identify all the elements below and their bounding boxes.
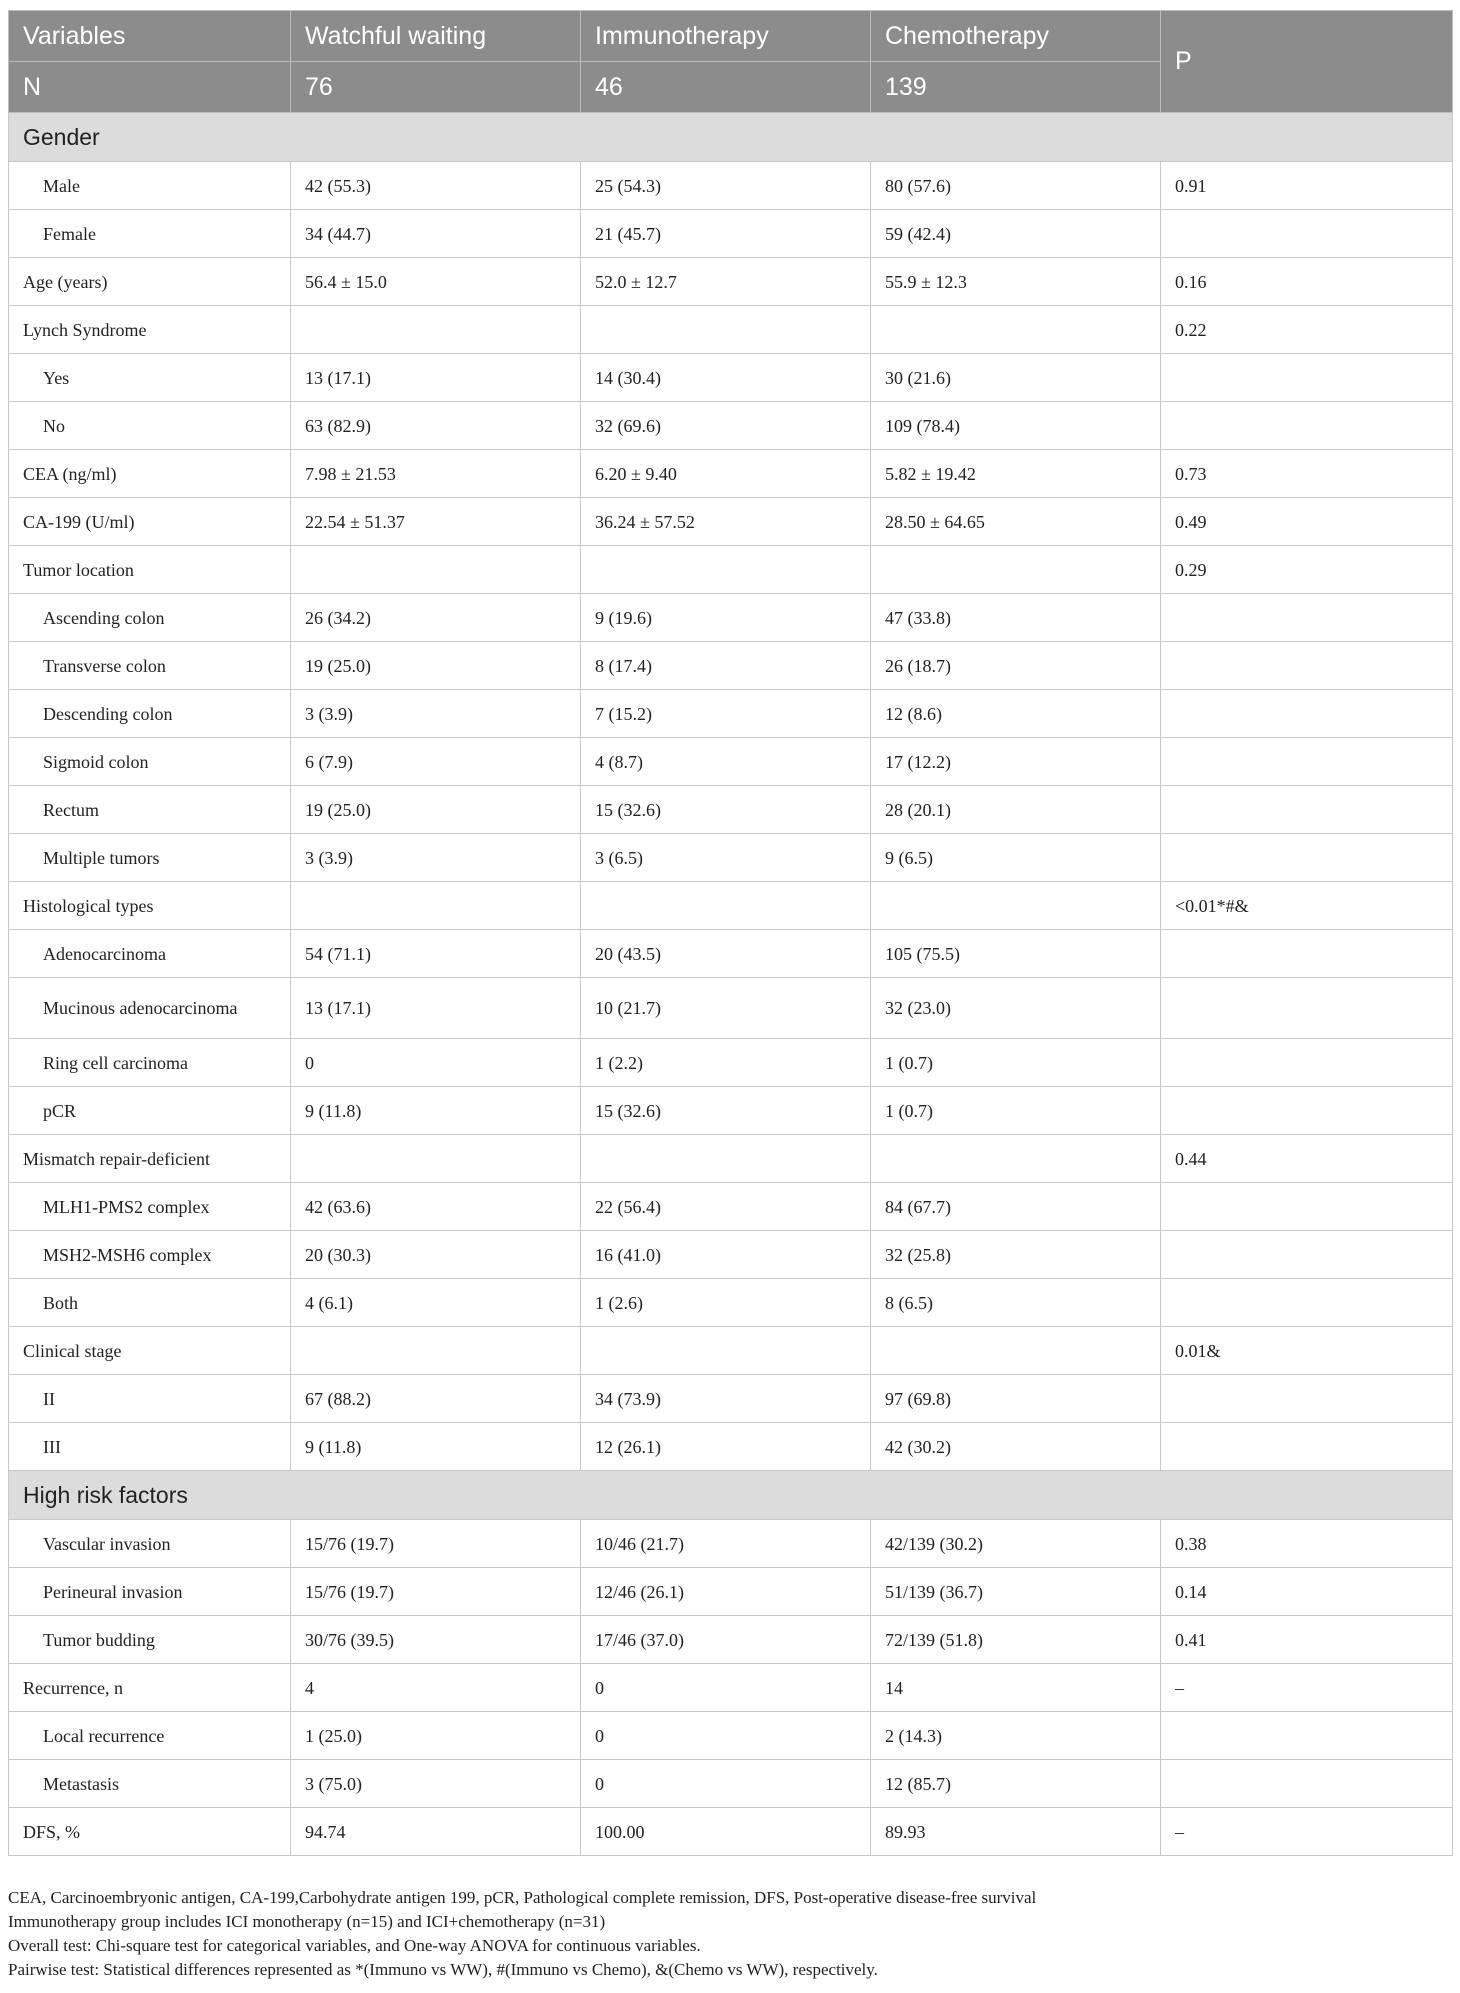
row-label: Descending colon xyxy=(9,690,291,738)
cell-watchful-waiting: 56.4 ± 15.0 xyxy=(291,258,581,306)
row-label: III xyxy=(9,1423,291,1471)
table-body xyxy=(9,113,1453,1856)
cell-p-value xyxy=(1161,1183,1453,1231)
cell-chemotherapy xyxy=(871,1135,1161,1183)
row-label: Tumor location xyxy=(9,546,291,594)
cell-immunotherapy: 8 (17.4) xyxy=(581,642,871,690)
section-label: Gender xyxy=(9,113,1453,162)
cell-immunotherapy: 14 (30.4) xyxy=(581,354,871,402)
cell-chemotherapy: 5.82 ± 19.42 xyxy=(871,450,1161,498)
table-row xyxy=(9,1568,1453,1616)
table-row xyxy=(9,546,1453,594)
table-row xyxy=(9,1760,1453,1808)
cell-p-value: 0.22 xyxy=(1161,306,1453,354)
row-label: Clinical stage xyxy=(9,1327,291,1375)
cell-p-value: 0.16 xyxy=(1161,258,1453,306)
row-label: Ascending colon xyxy=(9,594,291,642)
cell-watchful-waiting: 13 (17.1) xyxy=(291,978,581,1039)
cell-immunotherapy: 22 (56.4) xyxy=(581,1183,871,1231)
cell-immunotherapy xyxy=(581,546,871,594)
table-row xyxy=(9,1039,1453,1087)
cell-immunotherapy xyxy=(581,882,871,930)
row-label: pCR xyxy=(9,1087,291,1135)
cell-p-value: <0.01*#& xyxy=(1161,882,1453,930)
cell-watchful-waiting: 4 (6.1) xyxy=(291,1279,581,1327)
table-footnotes xyxy=(8,1886,1452,1982)
cell-p-value xyxy=(1161,930,1453,978)
cell-chemotherapy: 97 (69.8) xyxy=(871,1375,1161,1423)
footnote-line: Overall test: Chi-square test for categorical variables, and One-way ANOVA for continuous variables. xyxy=(8,1936,701,1955)
baseline-table-container xyxy=(8,10,1452,1856)
cell-chemotherapy: 1 (0.7) xyxy=(871,1039,1161,1087)
row-label: Mucinous adenocarcinoma xyxy=(9,978,291,1039)
cell-p-value xyxy=(1161,978,1453,1039)
cell-p-value xyxy=(1161,642,1453,690)
table-row xyxy=(9,786,1453,834)
row-label: MSH2-MSH6 complex xyxy=(9,1231,291,1279)
cell-p-value: – xyxy=(1161,1664,1453,1712)
cell-watchful-waiting: 3 (3.9) xyxy=(291,690,581,738)
row-label: Adenocarcinoma xyxy=(9,930,291,978)
cell-watchful-waiting: 20 (30.3) xyxy=(291,1231,581,1279)
cell-watchful-waiting: 34 (44.7) xyxy=(291,210,581,258)
cell-immunotherapy: 34 (73.9) xyxy=(581,1375,871,1423)
cell-watchful-waiting: 63 (82.9) xyxy=(291,402,581,450)
cell-immunotherapy: 0 xyxy=(581,1760,871,1808)
table-row xyxy=(9,642,1453,690)
row-label: CA-199 (U/ml) xyxy=(9,498,291,546)
cell-watchful-waiting: 15/76 (19.7) xyxy=(291,1520,581,1568)
cell-immunotherapy: 36.24 ± 57.52 xyxy=(581,498,871,546)
cell-p-value xyxy=(1161,210,1453,258)
cell-immunotherapy: 4 (8.7) xyxy=(581,738,871,786)
cell-watchful-waiting: 0 xyxy=(291,1039,581,1087)
table-row xyxy=(9,210,1453,258)
cell-chemotherapy: 42 (30.2) xyxy=(871,1423,1161,1471)
cell-immunotherapy: 21 (45.7) xyxy=(581,210,871,258)
cell-chemotherapy: 14 xyxy=(871,1664,1161,1712)
row-label: Vascular invasion xyxy=(9,1520,291,1568)
cell-chemotherapy: 42/139 (30.2) xyxy=(871,1520,1161,1568)
cell-chemotherapy: 2 (14.3) xyxy=(871,1712,1161,1760)
cell-watchful-waiting: 15/76 (19.7) xyxy=(291,1568,581,1616)
cell-p-value xyxy=(1161,594,1453,642)
cell-chemotherapy: 55.9 ± 12.3 xyxy=(871,258,1161,306)
cell-chemotherapy: 59 (42.4) xyxy=(871,210,1161,258)
cell-watchful-waiting: 9 (11.8) xyxy=(291,1087,581,1135)
cell-watchful-waiting: 4 xyxy=(291,1664,581,1712)
cell-chemotherapy xyxy=(871,546,1161,594)
cell-p-value: 0.14 xyxy=(1161,1568,1453,1616)
cell-immunotherapy: 15 (32.6) xyxy=(581,1087,871,1135)
cell-immunotherapy: 1 (2.6) xyxy=(581,1279,871,1327)
row-label: Multiple tumors xyxy=(9,834,291,882)
row-label: Sigmoid colon xyxy=(9,738,291,786)
cell-chemotherapy xyxy=(871,1327,1161,1375)
cell-chemotherapy xyxy=(871,306,1161,354)
row-label: Lynch Syndrome xyxy=(9,306,291,354)
header-watchful-waiting: Watchful waiting xyxy=(291,11,581,62)
cell-watchful-waiting: 7.98 ± 21.53 xyxy=(291,450,581,498)
cell-chemotherapy: 12 (8.6) xyxy=(871,690,1161,738)
cell-p-value: 0.91 xyxy=(1161,162,1453,210)
cell-p-value xyxy=(1161,1279,1453,1327)
cell-chemotherapy: 26 (18.7) xyxy=(871,642,1161,690)
cell-immunotherapy: 17/46 (37.0) xyxy=(581,1616,871,1664)
cell-chemotherapy xyxy=(871,882,1161,930)
table-row xyxy=(9,1327,1453,1375)
cell-chemotherapy: 8 (6.5) xyxy=(871,1279,1161,1327)
cell-immunotherapy: 16 (41.0) xyxy=(581,1231,871,1279)
table-row xyxy=(9,1375,1453,1423)
cell-chemotherapy: 1 (0.7) xyxy=(871,1087,1161,1135)
table-row xyxy=(9,498,1453,546)
header-n-label: N xyxy=(9,62,291,113)
cell-watchful-waiting: 26 (34.2) xyxy=(291,594,581,642)
row-label: Ring cell carcinoma xyxy=(9,1039,291,1087)
cell-chemotherapy: 32 (25.8) xyxy=(871,1231,1161,1279)
cell-immunotherapy: 20 (43.5) xyxy=(581,930,871,978)
row-label: Yes xyxy=(9,354,291,402)
cell-chemotherapy: 30 (21.6) xyxy=(871,354,1161,402)
cell-watchful-waiting xyxy=(291,306,581,354)
row-label: Perineural invasion xyxy=(9,1568,291,1616)
row-label: Mismatch repair-deficient xyxy=(9,1135,291,1183)
cell-chemotherapy: 47 (33.8) xyxy=(871,594,1161,642)
table-row xyxy=(9,258,1453,306)
footnote-line: CEA, Carcinoembryonic antigen, CA-199,Carbohydrate antigen 199, pCR, Pathological complete remission, DFS, Post-operative disease-free survival xyxy=(8,1888,1037,1907)
cell-p-value: 0.38 xyxy=(1161,1520,1453,1568)
cell-immunotherapy: 12 (26.1) xyxy=(581,1423,871,1471)
cell-p-value: 0.41 xyxy=(1161,1616,1453,1664)
table-row xyxy=(9,930,1453,978)
table-row xyxy=(9,1712,1453,1760)
table-row xyxy=(9,594,1453,642)
cell-chemotherapy: 84 (67.7) xyxy=(871,1183,1161,1231)
cell-watchful-waiting: 13 (17.1) xyxy=(291,354,581,402)
cell-watchful-waiting: 30/76 (39.5) xyxy=(291,1616,581,1664)
row-label: DFS, % xyxy=(9,1808,291,1856)
table-header xyxy=(9,11,1453,113)
cell-chemotherapy: 17 (12.2) xyxy=(871,738,1161,786)
cell-p-value xyxy=(1161,1760,1453,1808)
table-row xyxy=(9,882,1453,930)
cell-p-value xyxy=(1161,1712,1453,1760)
row-label: Recurrence, n xyxy=(9,1664,291,1712)
cell-chemotherapy: 28 (20.1) xyxy=(871,786,1161,834)
cell-watchful-waiting: 19 (25.0) xyxy=(291,642,581,690)
cell-watchful-waiting: 22.54 ± 51.37 xyxy=(291,498,581,546)
cell-immunotherapy: 0 xyxy=(581,1712,871,1760)
cell-p-value xyxy=(1161,690,1453,738)
header-n-immuno: 46 xyxy=(581,62,871,113)
baseline-characteristics-table xyxy=(8,10,1453,1856)
table-row xyxy=(9,1423,1453,1471)
cell-p-value: 0.49 xyxy=(1161,498,1453,546)
cell-immunotherapy: 10/46 (21.7) xyxy=(581,1520,871,1568)
cell-chemotherapy: 51/139 (36.7) xyxy=(871,1568,1161,1616)
table-row xyxy=(9,1279,1453,1327)
table-row xyxy=(9,1808,1453,1856)
cell-immunotherapy: 32 (69.6) xyxy=(581,402,871,450)
cell-immunotherapy: 15 (32.6) xyxy=(581,786,871,834)
cell-watchful-waiting xyxy=(291,546,581,594)
row-label: Age (years) xyxy=(9,258,291,306)
cell-chemotherapy: 89.93 xyxy=(871,1808,1161,1856)
cell-p-value xyxy=(1161,402,1453,450)
cell-immunotherapy: 100.00 xyxy=(581,1808,871,1856)
cell-immunotherapy: 25 (54.3) xyxy=(581,162,871,210)
cell-immunotherapy: 10 (21.7) xyxy=(581,978,871,1039)
cell-p-value xyxy=(1161,1375,1453,1423)
table-row xyxy=(9,162,1453,210)
cell-immunotherapy xyxy=(581,306,871,354)
cell-p-value xyxy=(1161,1039,1453,1087)
cell-p-value: 0.29 xyxy=(1161,546,1453,594)
table-row xyxy=(9,450,1453,498)
table-row xyxy=(9,1520,1453,1568)
table-row xyxy=(9,1231,1453,1279)
row-label: Male xyxy=(9,162,291,210)
table-row xyxy=(9,978,1453,1039)
table-row xyxy=(9,306,1453,354)
cell-watchful-waiting xyxy=(291,1327,581,1375)
cell-p-value xyxy=(1161,1231,1453,1279)
cell-immunotherapy xyxy=(581,1327,871,1375)
cell-p-value xyxy=(1161,1423,1453,1471)
row-label: II xyxy=(9,1375,291,1423)
footnote-line: Pairwise test: Statistical differences represented as *(Immuno vs WW), #(Immuno vs Chemo), &(Chemo vs WW), respectively. xyxy=(8,1960,878,1979)
row-label: CEA (ng/ml) xyxy=(9,450,291,498)
header-chemotherapy: Chemotherapy xyxy=(871,11,1161,62)
row-label: Metastasis xyxy=(9,1760,291,1808)
header-p-value: P xyxy=(1161,11,1453,113)
cell-p-value xyxy=(1161,354,1453,402)
cell-p-value: 0.01& xyxy=(1161,1327,1453,1375)
cell-watchful-waiting: 42 (63.6) xyxy=(291,1183,581,1231)
cell-watchful-waiting xyxy=(291,882,581,930)
cell-watchful-waiting: 67 (88.2) xyxy=(291,1375,581,1423)
cell-watchful-waiting: 54 (71.1) xyxy=(291,930,581,978)
row-label: Tumor budding xyxy=(9,1616,291,1664)
cell-immunotherapy: 7 (15.2) xyxy=(581,690,871,738)
cell-chemotherapy: 12 (85.7) xyxy=(871,1760,1161,1808)
cell-watchful-waiting: 1 (25.0) xyxy=(291,1712,581,1760)
table-row xyxy=(9,690,1453,738)
cell-watchful-waiting: 6 (7.9) xyxy=(291,738,581,786)
cell-watchful-waiting: 3 (3.9) xyxy=(291,834,581,882)
row-label: Rectum xyxy=(9,786,291,834)
table-row xyxy=(9,1183,1453,1231)
row-label: Histological types xyxy=(9,882,291,930)
header-variables: Variables xyxy=(9,11,291,62)
cell-watchful-waiting: 42 (55.3) xyxy=(291,162,581,210)
table-row xyxy=(9,1135,1453,1183)
cell-p-value xyxy=(1161,786,1453,834)
cell-p-value xyxy=(1161,1087,1453,1135)
cell-immunotherapy: 0 xyxy=(581,1664,871,1712)
table-row xyxy=(9,1087,1453,1135)
cell-p-value: 0.73 xyxy=(1161,450,1453,498)
table-row xyxy=(9,738,1453,786)
section-row xyxy=(9,1471,1453,1520)
row-label: MLH1-PMS2 complex xyxy=(9,1183,291,1231)
table-row xyxy=(9,1664,1453,1712)
cell-immunotherapy xyxy=(581,1135,871,1183)
row-label: No xyxy=(9,402,291,450)
section-row xyxy=(9,113,1453,162)
cell-chemotherapy: 32 (23.0) xyxy=(871,978,1161,1039)
cell-p-value xyxy=(1161,834,1453,882)
cell-chemotherapy: 72/139 (51.8) xyxy=(871,1616,1161,1664)
cell-immunotherapy: 6.20 ± 9.40 xyxy=(581,450,871,498)
row-label: Female xyxy=(9,210,291,258)
cell-p-value: – xyxy=(1161,1808,1453,1856)
cell-watchful-waiting: 9 (11.8) xyxy=(291,1423,581,1471)
cell-immunotherapy: 1 (2.2) xyxy=(581,1039,871,1087)
header-row xyxy=(9,11,1453,62)
cell-watchful-waiting xyxy=(291,1135,581,1183)
table-row xyxy=(9,402,1453,450)
header-n-ww: 76 xyxy=(291,62,581,113)
row-label: Both xyxy=(9,1279,291,1327)
cell-chemotherapy: 109 (78.4) xyxy=(871,402,1161,450)
footnote-line: Immunotherapy group includes ICI monotherapy (n=15) and ICI+chemotherapy (n=31) xyxy=(8,1912,606,1931)
cell-immunotherapy: 3 (6.5) xyxy=(581,834,871,882)
cell-watchful-waiting: 19 (25.0) xyxy=(291,786,581,834)
cell-p-value: 0.44 xyxy=(1161,1135,1453,1183)
header-immunotherapy: Immunotherapy xyxy=(581,11,871,62)
cell-chemotherapy: 9 (6.5) xyxy=(871,834,1161,882)
cell-chemotherapy: 105 (75.5) xyxy=(871,930,1161,978)
section-label: High risk factors xyxy=(9,1471,1453,1520)
cell-watchful-waiting: 94.74 xyxy=(291,1808,581,1856)
table-row xyxy=(9,354,1453,402)
table-row xyxy=(9,1616,1453,1664)
cell-chemotherapy: 28.50 ± 64.65 xyxy=(871,498,1161,546)
header-n-chemo: 139 xyxy=(871,62,1161,113)
cell-immunotherapy: 9 (19.6) xyxy=(581,594,871,642)
cell-p-value xyxy=(1161,738,1453,786)
row-label: Transverse colon xyxy=(9,642,291,690)
table-row xyxy=(9,834,1453,882)
cell-watchful-waiting: 3 (75.0) xyxy=(291,1760,581,1808)
cell-immunotherapy: 52.0 ± 12.7 xyxy=(581,258,871,306)
row-label: Local recurrence xyxy=(9,1712,291,1760)
cell-chemotherapy: 80 (57.6) xyxy=(871,162,1161,210)
cell-immunotherapy: 12/46 (26.1) xyxy=(581,1568,871,1616)
